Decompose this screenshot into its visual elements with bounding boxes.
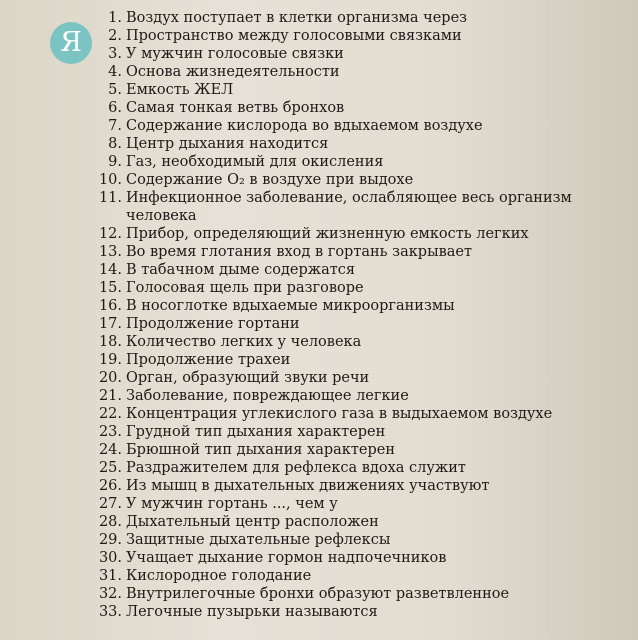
question-item	[94, 585, 614, 603]
question-number: 33.	[98, 604, 122, 620]
question-item	[94, 459, 614, 477]
question-item	[94, 603, 614, 621]
question-item	[94, 477, 614, 495]
question-text: Пространство между голосовыми связками	[126, 28, 462, 44]
question-text: У мужчин голосовые связки	[126, 46, 344, 62]
question-number: 13.	[98, 244, 122, 260]
question-text: Центр дыхания находится	[126, 136, 329, 152]
question-number: 23.	[98, 424, 122, 440]
question-text: Основа жизнедеятельности	[126, 64, 340, 80]
question-text: Концентрация углекислого газа в выдыхаемом воздухе	[126, 406, 553, 422]
question-item	[94, 243, 614, 261]
question-text: Количество легких у человека	[126, 334, 362, 350]
question-number: 26.	[98, 478, 122, 494]
question-item	[94, 531, 614, 549]
question-number: 8.	[108, 136, 122, 152]
question-number: 16.	[98, 298, 122, 314]
question-item	[94, 27, 614, 45]
question-text: Содержание O₂ в воздухе при выдохе	[126, 172, 414, 188]
question-number: 22.	[98, 406, 122, 422]
question-item	[94, 45, 614, 63]
question-item	[94, 405, 614, 423]
question-text: Брюшной тип дыхания характерен	[126, 442, 395, 458]
question-item	[94, 495, 614, 513]
question-text: Грудной тип дыхания характерен	[126, 424, 386, 440]
question-text: В табачном дыме содержатся	[126, 262, 356, 278]
question-text: Содержание кислорода во вдыхаемом воздухе	[126, 118, 483, 134]
question-text: Голосовая щель при разговоре	[126, 280, 364, 296]
question-item	[94, 153, 614, 171]
question-number: 2.	[108, 28, 122, 44]
question-number: 29.	[98, 532, 122, 548]
question-item	[94, 261, 614, 279]
question-number: 6.	[108, 100, 122, 116]
question-item	[94, 9, 614, 27]
question-text: У мужчин гортань ..., чем у	[126, 496, 338, 512]
question-number: 17.	[98, 316, 122, 332]
question-number: 28.	[98, 514, 122, 530]
question-item	[94, 369, 614, 387]
question-number: 12.	[98, 226, 122, 242]
question-number: 4.	[108, 64, 122, 80]
question-item	[94, 333, 614, 351]
question-text: Во время глотания вход в гортань закрывает	[126, 244, 473, 260]
question-number: 11.	[98, 190, 122, 206]
question-text: Продолжение трахеи	[126, 352, 291, 368]
section-badge: Я	[50, 22, 92, 64]
question-text: Орган, образующий звуки речи	[126, 370, 370, 386]
question-item	[94, 315, 614, 333]
question-item	[94, 441, 614, 459]
question-number: 18.	[98, 334, 122, 350]
question-text: Раздражителем для рефлекса вдоха служит	[126, 460, 466, 476]
question-item	[94, 171, 614, 189]
question-number: 25.	[98, 460, 122, 476]
question-text: В носоглотке вдыхаемые микроорганизмы	[126, 298, 455, 314]
question-text: Газ, необходимый для окисления	[126, 154, 384, 170]
question-number: 15.	[98, 280, 122, 296]
question-item	[94, 135, 614, 153]
question-number: 10.	[98, 172, 122, 188]
question-number: 9.	[108, 154, 122, 170]
question-text: Инфекционное заболевание, ослабляющее весь организм человека	[126, 190, 572, 224]
question-item	[94, 189, 614, 225]
question-item	[94, 99, 614, 117]
question-number: 19.	[98, 352, 122, 368]
question-text: Продолжение гортани	[126, 316, 300, 332]
question-number: 1.	[108, 10, 122, 26]
question-list	[94, 9, 614, 621]
question-number: 3.	[108, 46, 122, 62]
question-text: Прибор, определяющий жизненную емкость легких	[126, 226, 529, 242]
question-item	[94, 225, 614, 243]
question-number: 14.	[98, 262, 122, 278]
question-text: Дыхательный центр расположен	[126, 514, 379, 530]
question-text: Воздух поступает в клетки организма через	[126, 10, 468, 26]
question-text: Из мышц в дыхательных движениях участвуют	[126, 478, 490, 494]
question-item	[94, 351, 614, 369]
question-number: 5.	[108, 82, 122, 98]
question-item	[94, 549, 614, 567]
question-text: Кислородное голодание	[126, 568, 312, 584]
question-text: Заболевание, повреждающее легкие	[126, 388, 409, 404]
question-item	[94, 279, 614, 297]
question-item	[94, 297, 614, 315]
question-number: 7.	[108, 118, 122, 134]
question-number: 32.	[98, 586, 122, 602]
question-number: 24.	[98, 442, 122, 458]
question-number: 20.	[98, 370, 122, 386]
question-number: 31.	[98, 568, 122, 584]
question-text: Емкость ЖЕЛ	[126, 82, 234, 98]
question-number: 27.	[98, 496, 122, 512]
question-item	[94, 423, 614, 441]
question-text: Внутрилегочные бронхи образуют разветвленное	[126, 586, 510, 602]
question-item	[94, 117, 614, 135]
question-number: 21.	[98, 388, 122, 404]
question-item	[94, 63, 614, 81]
question-text: Самая тонкая ветвь бронхов	[126, 100, 345, 116]
question-text: Легочные пузырьки называются	[126, 604, 378, 620]
question-text: Учащает дыхание гормон надпочечников	[126, 550, 447, 566]
question-item	[94, 81, 614, 99]
question-text: Защитные дыхательные рефлексы	[126, 532, 391, 548]
question-item	[94, 567, 614, 585]
question-number: 30.	[98, 550, 122, 566]
question-item	[94, 387, 614, 405]
question-item	[94, 513, 614, 531]
